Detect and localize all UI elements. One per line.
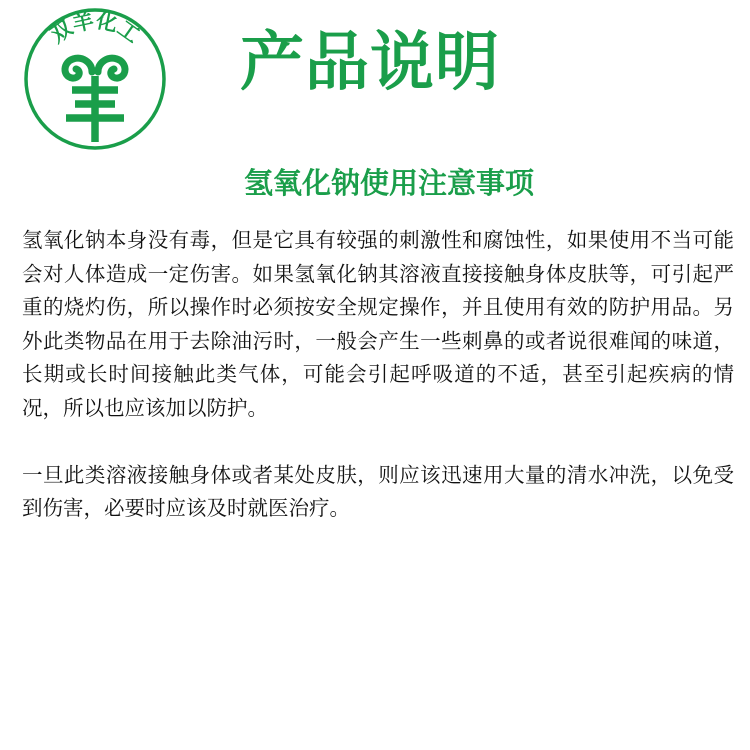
brand-logo <box>22 6 168 152</box>
paragraph: 一旦此类溶液接触身体或者某处皮肤，则应该迅速用大量的清水冲洗，以免受到伤害，必要时应该及时就医治疗。 <box>22 462 734 520</box>
body-text <box>22 224 734 526</box>
logo-text: 双羊化工 <box>45 8 145 48</box>
section-title: 氢氧化钠使用注意事项 <box>243 166 534 200</box>
logo-emblem <box>22 6 168 152</box>
paragraph: 氢氧化钠本身没有毒，但是它具有较强的刺激性和腐蚀性，如果使用不当可能会对人体造成一定伤害。如果氢氧化钠其溶液直接接触身体皮肤等，可引起严重的烧灼伤，所以操作时必须按安全规定操作，并且使用有效的防护用品。另外此类物品在用于去除油污时，一般会产生一些刺鼻的或者说很难闻的味道，长期或长时间接触此类气体，可能会引起呼吸道的不适，甚至引起疾病的情况，所以也应该加以防护。 <box>22 228 734 420</box>
page-title: 产品说明 <box>240 26 500 100</box>
